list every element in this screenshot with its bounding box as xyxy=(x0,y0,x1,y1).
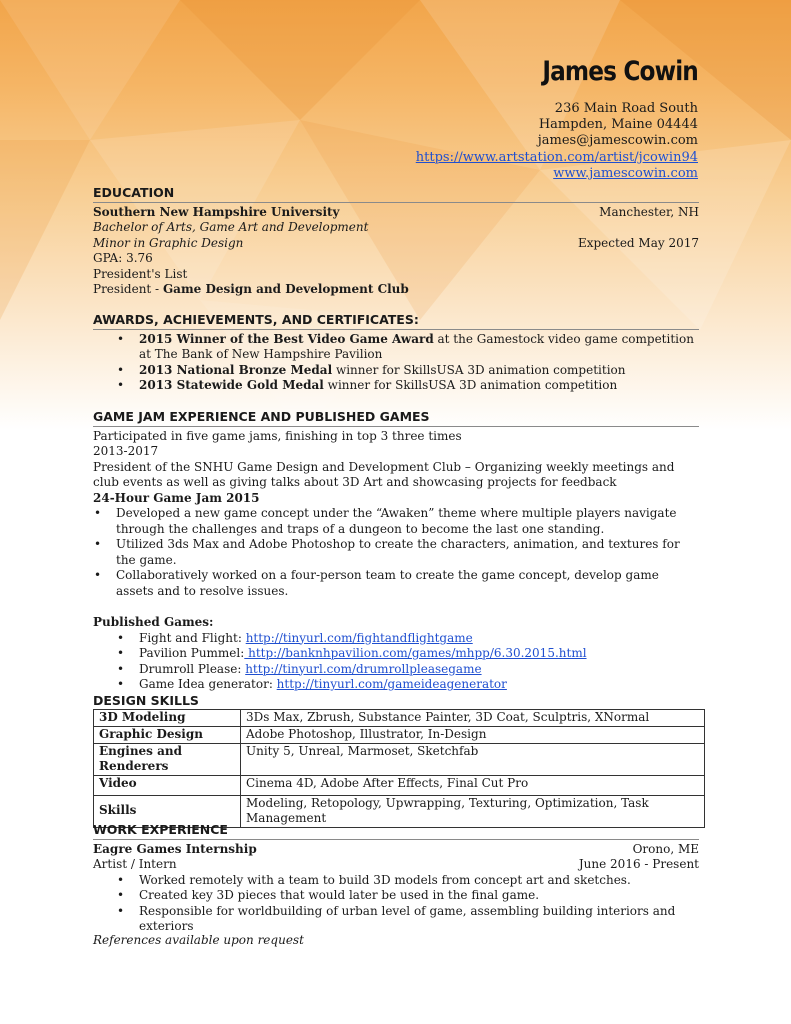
awards-heading: AWARDS, ACHIEVEMENTS, AND CERTIFICATES: xyxy=(93,312,699,330)
education-section xyxy=(93,185,699,298)
table-row: Graphic Design Adobe Photoshop, Illustrator, In-Design xyxy=(94,726,705,743)
game-link[interactable]: http://tinyurl.com/drumrollpleasegame xyxy=(245,661,482,676)
list-item: • Developed a new game concept under the “Awaken” theme where multiple players navigate through the challenges and traps of a dungeon to become the last one standing. xyxy=(116,506,699,537)
work-section xyxy=(93,822,699,935)
list-item: • Worked remotely with a team to build 3D models from concept art and sketches. xyxy=(139,873,699,889)
list-item: • Created key 3D pieces that would later be used in the final game. xyxy=(139,888,699,904)
degree: Bachelor of Arts, Game Art and Development xyxy=(93,220,369,234)
address-line-1: 236 Main Road South xyxy=(554,101,698,116)
gamejam-heading: GAME JAM EXPERIENCE AND PUBLISHED GAMES xyxy=(93,409,699,427)
email[interactable]: james@jamescowin.com xyxy=(537,133,698,149)
game-link[interactable]: http://banknhpavilion.com/games/mhpp/6.30.2015.html xyxy=(244,646,587,660)
list-item: • Fight and Flight: http://tinyurl.com/fightandflightgame xyxy=(139,631,699,647)
expected-date: Expected May 2017 xyxy=(577,235,699,250)
table-row: Skills Modeling, Retopology, Upwrapping, Texturing, Optimization, Task Management xyxy=(94,795,705,827)
published-list xyxy=(93,631,699,693)
gpa: GPA: 3.76 xyxy=(93,251,153,265)
work-list xyxy=(93,873,699,935)
gamejam-line-2: 2013-2017 xyxy=(93,444,159,458)
published-title: Published Games: xyxy=(93,615,214,629)
role: Artist / Intern xyxy=(93,857,177,871)
skills-table xyxy=(93,709,705,828)
website-link[interactable]: www.jamescowin.com xyxy=(553,165,698,181)
table-row: Video Cinema 4D, Adobe After Effects, Final Cut Pro xyxy=(94,775,705,795)
list-item: • 2015 Winner of the Best Video Game Award at the Gamestock video game competition at The Bank of New Hampshire Pavilion xyxy=(139,332,699,363)
minor: Minor in Graphic Design xyxy=(93,235,244,250)
game-link[interactable]: http://tinyurl.com/gameideagenerator xyxy=(276,677,507,691)
gamejam-section xyxy=(93,409,699,693)
list-item: • 2013 National Bronze Medal winner for SkillsUSA 3D animation competition xyxy=(139,363,699,379)
list-item: • Drumroll Please: http://tinyurl.com/drumrollpleasegame xyxy=(139,662,699,678)
list-item: • Pavilion Pummel: http://banknhpavilion.com/games/mhpp/6.30.2015.html xyxy=(139,646,699,662)
skills-heading: DESIGN SKILLS xyxy=(93,693,199,708)
gamejam-line-1: Participated in five game jams, finishing in top 3 three times xyxy=(93,428,462,443)
table-row: 3D Modeling 3Ds Max, Zbrush, Substance Painter, 3D Coat, Sculptris, XNormal xyxy=(94,709,705,726)
work-location: Orono, ME xyxy=(632,841,699,856)
school-location: Manchester, NH xyxy=(599,204,699,219)
list-item: • Responsible for worldbuilding of urban level of game, assembling building interiors and exteriors xyxy=(139,904,699,935)
gamejam-line-3: President of the SNHU Game Design and Development Club – Organizing weekly meetings and club events as well as giving talks about 3D Art and showcasing projects for feedback xyxy=(93,459,675,489)
education-heading: EDUCATION xyxy=(93,185,699,203)
school-name: Southern New Hampshire University xyxy=(93,204,340,219)
contact-block xyxy=(416,101,698,182)
list-item: • Collaboratively worked on a four-person team to create the game concept, develop game assets and to resolve issues. xyxy=(116,568,699,599)
address-line-2: Hampden, Maine 04444 xyxy=(538,117,698,133)
awards-section xyxy=(93,312,699,394)
list-item: • Utilized 3ds Max and Adobe Photoshop to create the characters, animation, and textures for the game. xyxy=(116,537,699,568)
work-heading: WORK EXPERIENCE xyxy=(93,822,699,840)
list-item: • 2013 Statewide Gold Medal winner for SkillsUSA 3D animation competition xyxy=(139,378,699,394)
work-dates: June 2016 - Present xyxy=(578,857,699,871)
presidents-list: President's List xyxy=(93,266,188,281)
skills-section xyxy=(93,693,705,828)
artstation-link[interactable]: https://www.artstation.com/artist/jcowin94 xyxy=(415,149,698,165)
president-line: President - Game Design and Development Club xyxy=(93,282,409,296)
candidate-name: James Cowin xyxy=(542,56,698,87)
game-link[interactable]: http://tinyurl.com/fightandflightgame xyxy=(245,630,473,645)
jam-list xyxy=(93,506,699,599)
table-row: Engines and Renderers Unity 5, Unreal, Marmoset, Sketchfab xyxy=(94,743,705,775)
jam-title: 24-Hour Game Jam 2015 xyxy=(93,490,260,505)
references-note: References available upon request xyxy=(93,933,304,947)
company: Eagre Games Internship xyxy=(93,841,257,856)
list-item: • Game Idea generator: http://tinyurl.com/gameideagenerator xyxy=(139,677,699,693)
awards-list xyxy=(93,332,699,394)
